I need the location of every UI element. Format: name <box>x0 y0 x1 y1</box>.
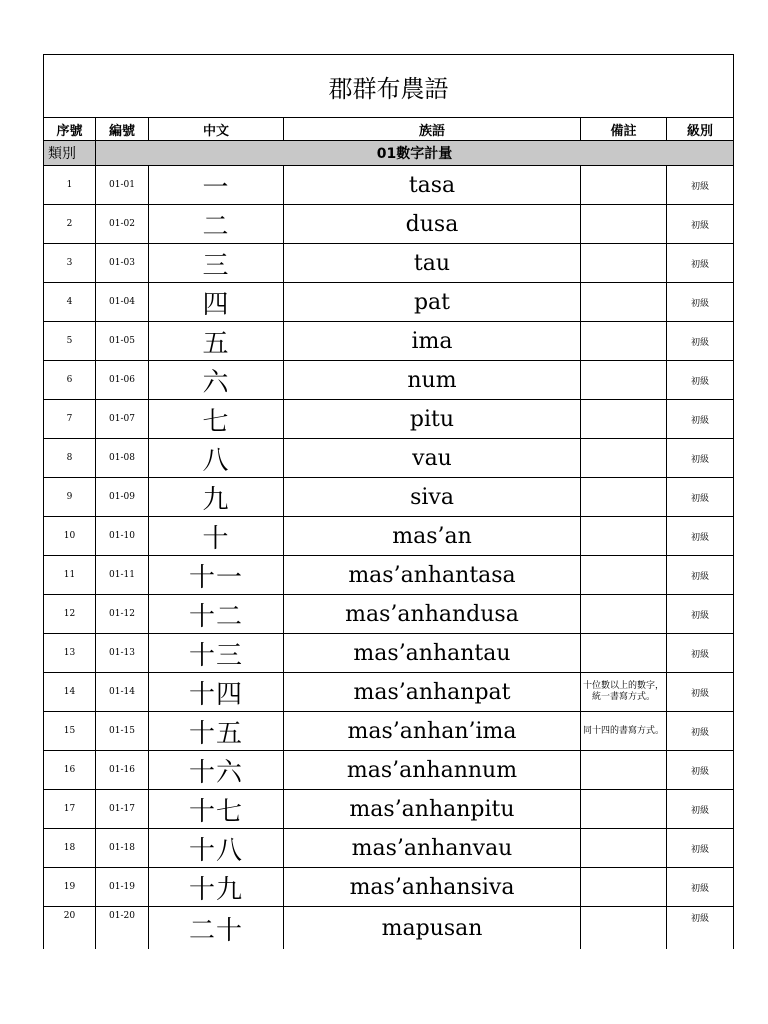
seq-cell: 11 <box>44 556 96 595</box>
header-level: 級別 <box>667 118 734 141</box>
chinese-cell: 十三 <box>149 634 284 673</box>
note-cell <box>581 166 667 205</box>
level-cell: 初級 <box>667 829 734 868</box>
code-cell: 01-13 <box>96 634 149 673</box>
chinese-cell: 二 <box>149 205 284 244</box>
chinese-cell: 四 <box>149 283 284 322</box>
note-cell <box>581 634 667 673</box>
chinese-cell: 九 <box>149 478 284 517</box>
table-row <box>44 712 734 751</box>
tribal-cell: mas’anhan’ima <box>284 712 581 751</box>
seq-cell: 8 <box>44 439 96 478</box>
header-code: 編號 <box>96 118 149 141</box>
tribal-cell: tau <box>284 244 581 283</box>
seq-cell: 18 <box>44 829 96 868</box>
chinese-cell: 十一 <box>149 556 284 595</box>
level-cell: 初級 <box>667 595 734 634</box>
code-cell: 01-11 <box>96 556 149 595</box>
tribal-cell: dusa <box>284 205 581 244</box>
seq-cell: 17 <box>44 790 96 829</box>
note-cell: 同十四的書寫方式。 <box>581 712 667 751</box>
note-cell <box>581 907 667 950</box>
table-row <box>44 790 734 829</box>
table-row <box>44 868 734 907</box>
table-row <box>44 517 734 556</box>
header-note: 備註 <box>581 118 667 141</box>
chinese-cell: 十九 <box>149 868 284 907</box>
tribal-cell: tasa <box>284 166 581 205</box>
code-cell: 01-10 <box>96 517 149 556</box>
note-cell <box>581 361 667 400</box>
tribal-cell: pitu <box>284 400 581 439</box>
level-cell: 初級 <box>667 712 734 751</box>
level-cell: 初級 <box>667 478 734 517</box>
tribal-cell: ima <box>284 322 581 361</box>
chinese-cell: 三 <box>149 244 284 283</box>
seq-cell: 14 <box>44 673 96 712</box>
level-cell: 初級 <box>667 400 734 439</box>
note-cell <box>581 829 667 868</box>
chinese-cell: 十六 <box>149 751 284 790</box>
chinese-cell: 十五 <box>149 712 284 751</box>
seq-cell: 6 <box>44 361 96 400</box>
code-cell: 01-03 <box>96 244 149 283</box>
seq-cell: 1 <box>44 166 96 205</box>
title-row <box>44 55 734 118</box>
chinese-cell: 二十 <box>149 907 284 950</box>
code-cell: 01-08 <box>96 439 149 478</box>
code-cell: 01-17 <box>96 790 149 829</box>
code-cell: 01-20 <box>96 907 149 950</box>
note-cell <box>581 322 667 361</box>
tribal-cell: mas’anhandusa <box>284 595 581 634</box>
code-cell: 01-14 <box>96 673 149 712</box>
note-cell: 十位數以上的數字，統一書寫方式。 <box>581 673 667 712</box>
code-cell: 01-09 <box>96 478 149 517</box>
header-row <box>44 118 734 141</box>
note-cell <box>581 283 667 322</box>
tribal-cell: mas’anhannum <box>284 751 581 790</box>
chinese-cell: 八 <box>149 439 284 478</box>
chinese-cell: 十 <box>149 517 284 556</box>
seq-cell: 20 <box>44 907 96 950</box>
category-name: 01數字計量 <box>96 141 734 166</box>
seq-cell: 10 <box>44 517 96 556</box>
note-cell <box>581 205 667 244</box>
seq-cell: 5 <box>44 322 96 361</box>
seq-cell: 4 <box>44 283 96 322</box>
level-cell: 初級 <box>667 283 734 322</box>
chinese-cell: 一 <box>149 166 284 205</box>
header-seq: 序號 <box>44 118 96 141</box>
table-row <box>44 595 734 634</box>
chinese-cell: 十二 <box>149 595 284 634</box>
level-cell: 初級 <box>667 634 734 673</box>
chinese-cell: 十八 <box>149 829 284 868</box>
tribal-cell: mas’anhantau <box>284 634 581 673</box>
code-cell: 01-16 <box>96 751 149 790</box>
tribal-cell: mapusan <box>284 907 581 950</box>
seq-cell: 7 <box>44 400 96 439</box>
tribal-cell: mas’anhanvau <box>284 829 581 868</box>
level-cell: 初級 <box>667 517 734 556</box>
code-cell: 01-12 <box>96 595 149 634</box>
table-row <box>44 244 734 283</box>
table-row <box>44 634 734 673</box>
level-cell: 初級 <box>667 751 734 790</box>
code-cell: 01-18 <box>96 829 149 868</box>
seq-cell: 3 <box>44 244 96 283</box>
table-row <box>44 751 734 790</box>
category-label: 類別 <box>44 141 96 166</box>
tribal-cell: mas’anhanpat <box>284 673 581 712</box>
vocabulary-table <box>43 54 734 949</box>
table-row <box>44 829 734 868</box>
note-cell <box>581 478 667 517</box>
level-cell: 初級 <box>667 361 734 400</box>
level-cell: 初級 <box>667 244 734 283</box>
table-row <box>44 166 734 205</box>
level-cell: 初級 <box>667 790 734 829</box>
code-cell: 01-04 <box>96 283 149 322</box>
level-cell: 初級 <box>667 439 734 478</box>
seq-cell: 2 <box>44 205 96 244</box>
tribal-cell: mas’anhansiva <box>284 868 581 907</box>
code-cell: 01-15 <box>96 712 149 751</box>
table-row <box>44 673 734 712</box>
table-row <box>44 283 734 322</box>
level-cell: 初級 <box>667 556 734 595</box>
chinese-cell: 五 <box>149 322 284 361</box>
level-cell: 初級 <box>667 166 734 205</box>
note-cell <box>581 244 667 283</box>
chinese-cell: 六 <box>149 361 284 400</box>
chinese-cell: 十四 <box>149 673 284 712</box>
level-cell: 初級 <box>667 673 734 712</box>
note-cell <box>581 790 667 829</box>
seq-cell: 9 <box>44 478 96 517</box>
note-cell <box>581 868 667 907</box>
tribal-cell: mas’anhantasa <box>284 556 581 595</box>
seq-cell: 16 <box>44 751 96 790</box>
code-cell: 01-07 <box>96 400 149 439</box>
table-row <box>44 205 734 244</box>
note-cell <box>581 751 667 790</box>
code-cell: 01-19 <box>96 868 149 907</box>
table-row <box>44 361 734 400</box>
chinese-cell: 七 <box>149 400 284 439</box>
tribal-cell: num <box>284 361 581 400</box>
code-cell: 01-05 <box>96 322 149 361</box>
level-cell: 初級 <box>667 868 734 907</box>
seq-cell: 15 <box>44 712 96 751</box>
seq-cell: 12 <box>44 595 96 634</box>
header-chinese: 中文 <box>149 118 284 141</box>
tribal-cell: mas’anhanpitu <box>284 790 581 829</box>
table-row <box>44 439 734 478</box>
tribal-cell: siva <box>284 478 581 517</box>
code-cell: 01-01 <box>96 166 149 205</box>
table-row <box>44 556 734 595</box>
table-row <box>44 322 734 361</box>
note-cell <box>581 556 667 595</box>
code-cell: 01-06 <box>96 361 149 400</box>
tribal-cell: vau <box>284 439 581 478</box>
note-cell <box>581 439 667 478</box>
level-cell: 初級 <box>667 322 734 361</box>
table-row <box>44 478 734 517</box>
level-cell: 初級 <box>667 907 734 950</box>
header-tribal: 族語 <box>284 118 581 141</box>
seq-cell: 19 <box>44 868 96 907</box>
code-cell: 01-02 <box>96 205 149 244</box>
tribal-cell: pat <box>284 283 581 322</box>
category-row <box>44 141 734 166</box>
table-row <box>44 907 734 950</box>
note-cell <box>581 595 667 634</box>
seq-cell: 13 <box>44 634 96 673</box>
page-title: 郡群布農語 <box>44 55 734 118</box>
tribal-cell: mas’an <box>284 517 581 556</box>
chinese-cell: 十七 <box>149 790 284 829</box>
note-cell <box>581 517 667 556</box>
level-cell: 初級 <box>667 205 734 244</box>
note-cell <box>581 400 667 439</box>
table-row <box>44 400 734 439</box>
